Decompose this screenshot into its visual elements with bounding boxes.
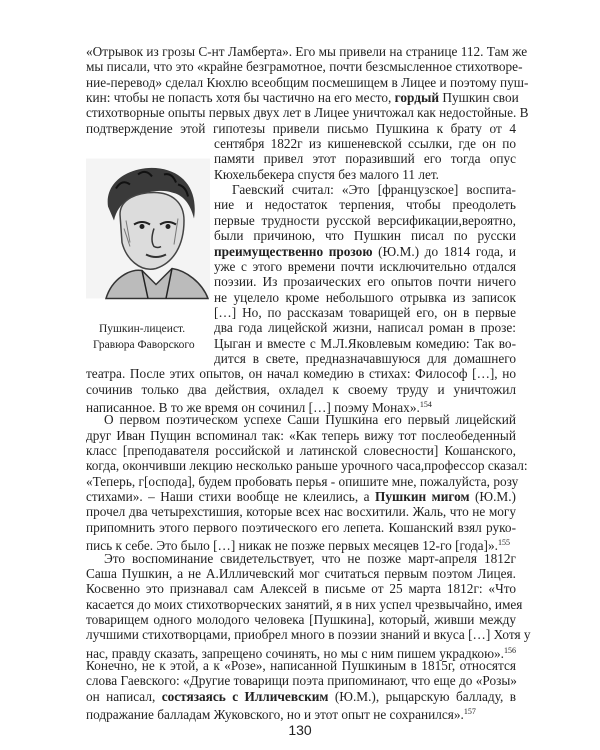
text-line bbox=[214, 244, 516, 259]
text-line bbox=[86, 489, 516, 504]
figure-caption-credit: Гравюра Фаворского bbox=[93, 339, 195, 351]
text-line bbox=[86, 428, 516, 443]
text-line bbox=[86, 566, 516, 581]
text-line bbox=[86, 90, 519, 105]
text-run: нас, правду сказать, запрещено сочинять, но мы с ним пишем украдкою». bbox=[86, 646, 504, 661]
text-line bbox=[86, 673, 516, 688]
text-line bbox=[86, 612, 516, 627]
emphasis-text: гордый bbox=[394, 90, 440, 105]
text-run: пись к себе. Это было […] никак не позже первых месяцев 12-го [года]». bbox=[86, 538, 498, 553]
portrait-engraving bbox=[86, 136, 210, 321]
text-run: первые трудности русской версификации,вероятно, bbox=[214, 213, 516, 228]
text-line bbox=[214, 213, 516, 228]
text-line bbox=[86, 658, 516, 673]
emphasis-text: преимущественно прозою bbox=[214, 244, 373, 259]
text-line bbox=[86, 121, 516, 136]
footnote-ref: 155 bbox=[497, 538, 510, 547]
text-run: (Ю.М.) до 1814 года, и bbox=[372, 244, 516, 259]
text-run: касается до моих стихотворческих занятий, я в них успел чрезвычайно, имея bbox=[86, 597, 523, 612]
text-run: Пушкин свои bbox=[439, 90, 519, 105]
text-run: два года лицейской жизни, написал роман в прозе: bbox=[214, 320, 516, 335]
text-line bbox=[86, 504, 516, 519]
text-run: ние и недостаток терпения, чтобы преодолеть bbox=[214, 197, 516, 212]
text-line bbox=[214, 320, 516, 335]
text-line bbox=[86, 382, 516, 397]
text-run: дится в свете, предназначавшуюся для домашнего bbox=[214, 351, 516, 366]
text-run: припомнить этого первого поэтического его лепета. Кошанский взял руко- bbox=[86, 520, 516, 535]
text-line bbox=[86, 689, 516, 704]
text-line bbox=[214, 197, 516, 212]
text-run: друг Иван Пущин вспоминал так: «Как теперь вижу тот послеобеденный bbox=[86, 428, 516, 443]
text-line bbox=[86, 704, 516, 722]
text-line bbox=[86, 44, 528, 59]
text-line bbox=[86, 412, 516, 427]
text-line bbox=[86, 643, 516, 661]
text-run: подражание балладам Жуковского, но и этот опыт не сохранился». bbox=[86, 707, 464, 722]
text-run: Гаевский считал: «Это [французское] воспита- bbox=[232, 182, 516, 197]
text-run: уже с этого времени почти исключительно отдался bbox=[214, 259, 516, 274]
text-line bbox=[214, 167, 516, 182]
text-run: Это воспоминание свидетельствует, что не позже март-апреля 1812г bbox=[104, 551, 516, 566]
text-run: прочел два четырехстишия, которые всех нас восхитили. Жаль, что не могу bbox=[86, 504, 516, 519]
text-line bbox=[214, 336, 516, 351]
text-run: театра. После этих опытов, он начал комедию в стихах: Философ […], но bbox=[86, 366, 516, 381]
text-run: «Теперь, г[оспода], будем пробовать перья - опишите мне, пожалуйста, розу bbox=[86, 474, 519, 489]
text-line bbox=[86, 105, 529, 120]
text-run: сентября 1822г из кишеневской ссылки, где он по bbox=[214, 136, 516, 151]
text-line bbox=[86, 397, 516, 415]
text-line bbox=[86, 535, 516, 553]
text-run: не уцелело кроме небольшого отрывка из записок bbox=[214, 290, 516, 305]
text-run: написанное. В то же время он сочинил […] поэму Монах». bbox=[86, 400, 420, 415]
text-line bbox=[214, 290, 516, 305]
figure-caption-title: Пушкин-лицеист. bbox=[99, 323, 186, 335]
text-run: памяти привел этот поразивший его тогда опус bbox=[214, 151, 516, 166]
text-line bbox=[214, 151, 516, 166]
emphasis-text: состязаясь с Илличевским bbox=[161, 689, 329, 704]
text-line bbox=[214, 274, 516, 289]
text-run: были причиною, что Пушкин писал по русски bbox=[214, 228, 516, 243]
text-run: товарищем одного молодого человека [Пушкина], который, живши между bbox=[86, 612, 516, 627]
text-run: мы писали, что это «крайне безграмотное, почти безсмысленное стихотворе- bbox=[86, 59, 523, 74]
emphasis-text: Пушкин мигом bbox=[374, 489, 470, 504]
text-run: О первом поэтическом успехе Саши Пушкина его первый лицейский bbox=[104, 412, 516, 427]
text-run: Конечно, не к этой, а к «Розе», написанной Пушкиным в 1815г, относятся bbox=[86, 658, 516, 673]
text-line bbox=[86, 366, 516, 381]
text-run: Кюхельбекера спустя без малого 11 лет. bbox=[214, 167, 439, 182]
text-run: лучшими стихотворцами, приобрел много в поэзии знаний и вкуса […] Хотя у bbox=[86, 627, 531, 642]
footnote-ref: 154 bbox=[419, 400, 432, 409]
text-run: стихами». – Наши стихи вообще не клеились, а bbox=[86, 489, 375, 504]
text-run: кин: чтобы не попасть хотя бы частично на его место, bbox=[86, 90, 395, 105]
text-line bbox=[214, 351, 516, 366]
text-line bbox=[86, 627, 531, 642]
text-line bbox=[214, 259, 516, 274]
footnote-ref: 157 bbox=[463, 707, 476, 716]
footnote-ref: 156 bbox=[504, 646, 516, 655]
text-run: слова Гаевского: «Другие товарищи поэта припоминают, что еще до «Розы» bbox=[86, 673, 517, 688]
text-line bbox=[86, 520, 516, 535]
text-line bbox=[86, 581, 516, 596]
text-line bbox=[214, 182, 516, 197]
text-run: сочинив только два действия, охладел к своему труду и уничтожил bbox=[86, 382, 516, 397]
text-line bbox=[86, 474, 519, 489]
text-line bbox=[86, 75, 529, 90]
text-line bbox=[86, 443, 516, 458]
text-line bbox=[214, 305, 516, 320]
text-run: ние-перевод» сделал Кюхлю всеобщим посмешищем в Лицее и поэтому пуш- bbox=[86, 75, 529, 90]
text-run: поэзии. Из прозаических его опытов почти ничего bbox=[214, 274, 516, 289]
text-line bbox=[86, 551, 516, 566]
text-run: Косвенно это признавал сам Алексей в письме от 25 марта 1812г: «Что bbox=[86, 581, 516, 596]
text-line bbox=[214, 136, 516, 151]
text-run: стихотворные опыты первых двух лет в Лицее уничтожал как недостойные. В bbox=[86, 105, 529, 120]
text-run: «Отрывок из грозы С-нт Ламберта». Его мы привели на странице 112. Там же bbox=[86, 44, 528, 59]
text-run: Саша Пушкин, а не А.Илличевский мог считаться первым поэтом Лицея. bbox=[86, 566, 516, 581]
text-run: (Ю.М.) bbox=[469, 489, 516, 504]
text-run: подтверждение этой гипотезы привели письмо Пушкина к брату от 4 bbox=[86, 121, 516, 136]
text-run: […] Но, по рассказам товарищей его, он в первые bbox=[214, 305, 516, 320]
text-run: он написал, bbox=[86, 689, 162, 704]
text-run: Цыган и вместе с М.Л.Яковлевым комедию: Так во- bbox=[214, 336, 516, 351]
text-line bbox=[86, 458, 528, 473]
text-line bbox=[214, 228, 516, 243]
page-number: 130 bbox=[288, 722, 312, 738]
text-run: (Ю.М.), рыцарскую балладу, в bbox=[328, 689, 517, 704]
text-line bbox=[86, 597, 523, 612]
text-run: класс [преподавателя российской и латинской словесности] Кошанского, bbox=[86, 443, 516, 458]
text-run: когда, окончивши лекцию несколько раньше урочного часа,профессор сказал: bbox=[86, 458, 528, 473]
text-line bbox=[86, 59, 523, 74]
